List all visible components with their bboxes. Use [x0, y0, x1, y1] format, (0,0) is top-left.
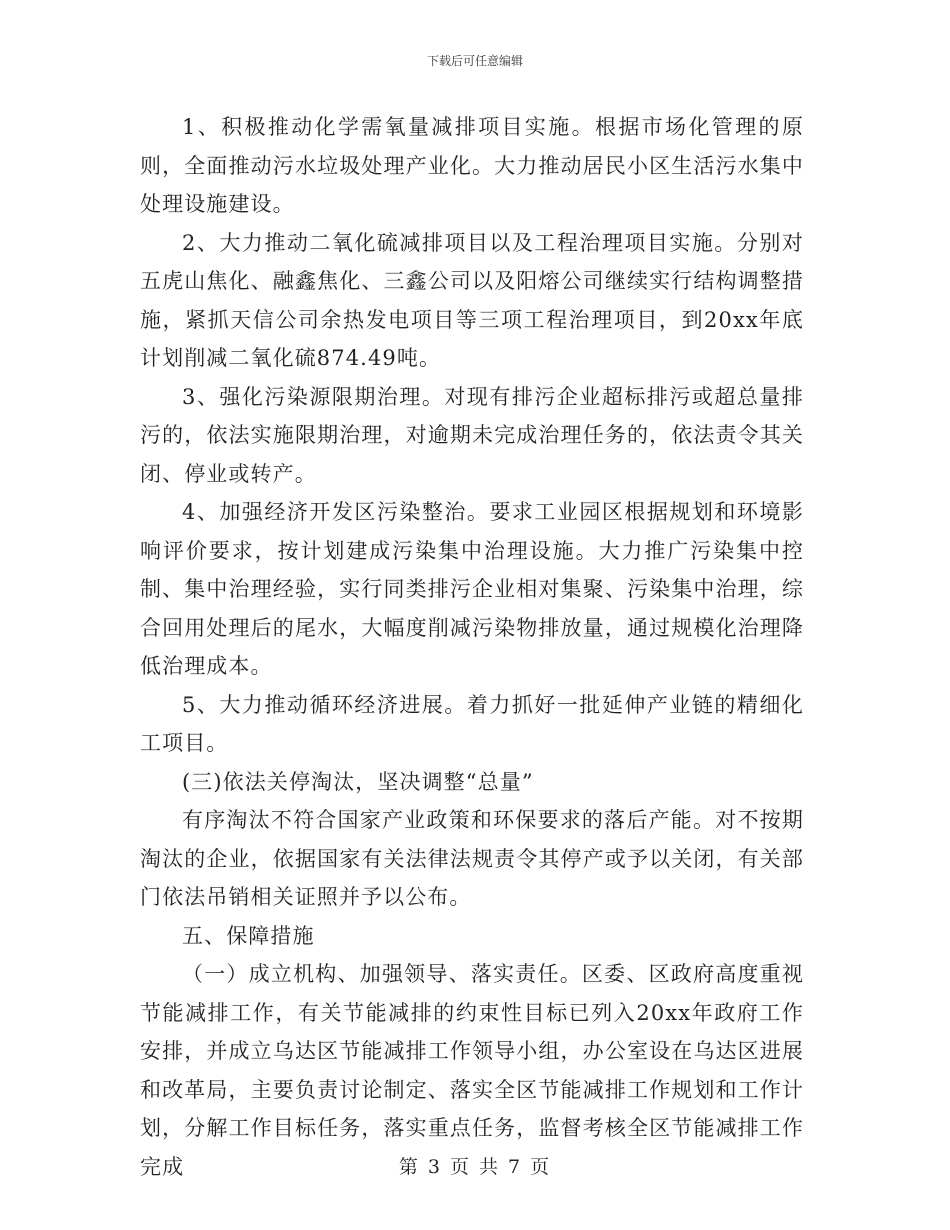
paragraph-item-2: 2、大力推动二氧化硫减排项目以及工程治理项目实施。分别对五虎山焦化、融鑫焦化、三鑫公司以及阳熔公司继续实行结构调整措施，紧抓天信公司余热发电项目等三项工程治理项目，到20xx年底计划削减二氧化硫874.49吨。	[140, 230, 804, 370]
paragraph-item-1: 1、积极推动化学需氧量减排项目实施。根据市场化管理的原则，全面推动污水垃圾处理产业化。大力推动居民小区生活污水集中处理设施建设。	[140, 115, 804, 216]
page-header-note: 下载后可任意编辑	[426, 54, 523, 68]
page-number-footer	[0, 1152, 950, 1179]
paragraph-item-5: 5、大力推动循环经济进展。着力抓好一批延伸产业链的精细化工项目。	[140, 692, 804, 755]
paragraph-item-4: 4、加强经济开发区污染整治。要求工业园区根据规划和环境影响评价要求，按计划建成污染集中治理设施。大力推广污染集中控制、集中治理经验，实行同类排污企业相对集聚、污染集中治理，综合回用处理后的尾水，大幅度削减污染物排放量，通过规模化治理降低治理成本。	[140, 500, 804, 678]
current-page-number: 3	[427, 1156, 442, 1178]
document-body	[140, 108, 804, 1186]
footer-prefix: 第	[398, 1156, 420, 1178]
paragraph-item-3: 3、强化污染源限期治理。对现有排污企业超标排污或超总量排污的，依法实施限期治理，对逾期未完成治理任务的，依法责令其关闭、停业或转产。	[140, 384, 804, 486]
total-page-number: 7	[508, 1156, 523, 1178]
section-heading-5: 五、保障措施	[182, 923, 315, 948]
footer-page-word: 页	[449, 1156, 471, 1178]
paragraph-measures-1: （一）成立机构、加强领导、落实责任。区委、区政府高度重视节能减排工作，有关节能减排的约束性目标已列入20xx年政府工作安排，并成立乌达区节能减排工作领导小组，办公室设在乌达区进展和改革局，主要负责讨论制定、落实全区节能减排工作规划和工作计划，分解工作目标任务，落实重点任务，监督考核全区节能减排工作完成	[140, 962, 804, 1179]
section-heading-3: (三)依法关停淘汰，坚决调整“总量”	[182, 769, 534, 794]
paragraph-elimination: 有序淘汰不符合国家产业政策和环保要求的落后产能。对不按期淘汰的企业，依据国家有关法律法规责令其停产或予以关闭，有关部门依法吊销相关证照并予以公布。	[140, 808, 804, 909]
footer-suffix: 页	[530, 1156, 552, 1178]
footer-total-word: 共	[479, 1156, 501, 1178]
